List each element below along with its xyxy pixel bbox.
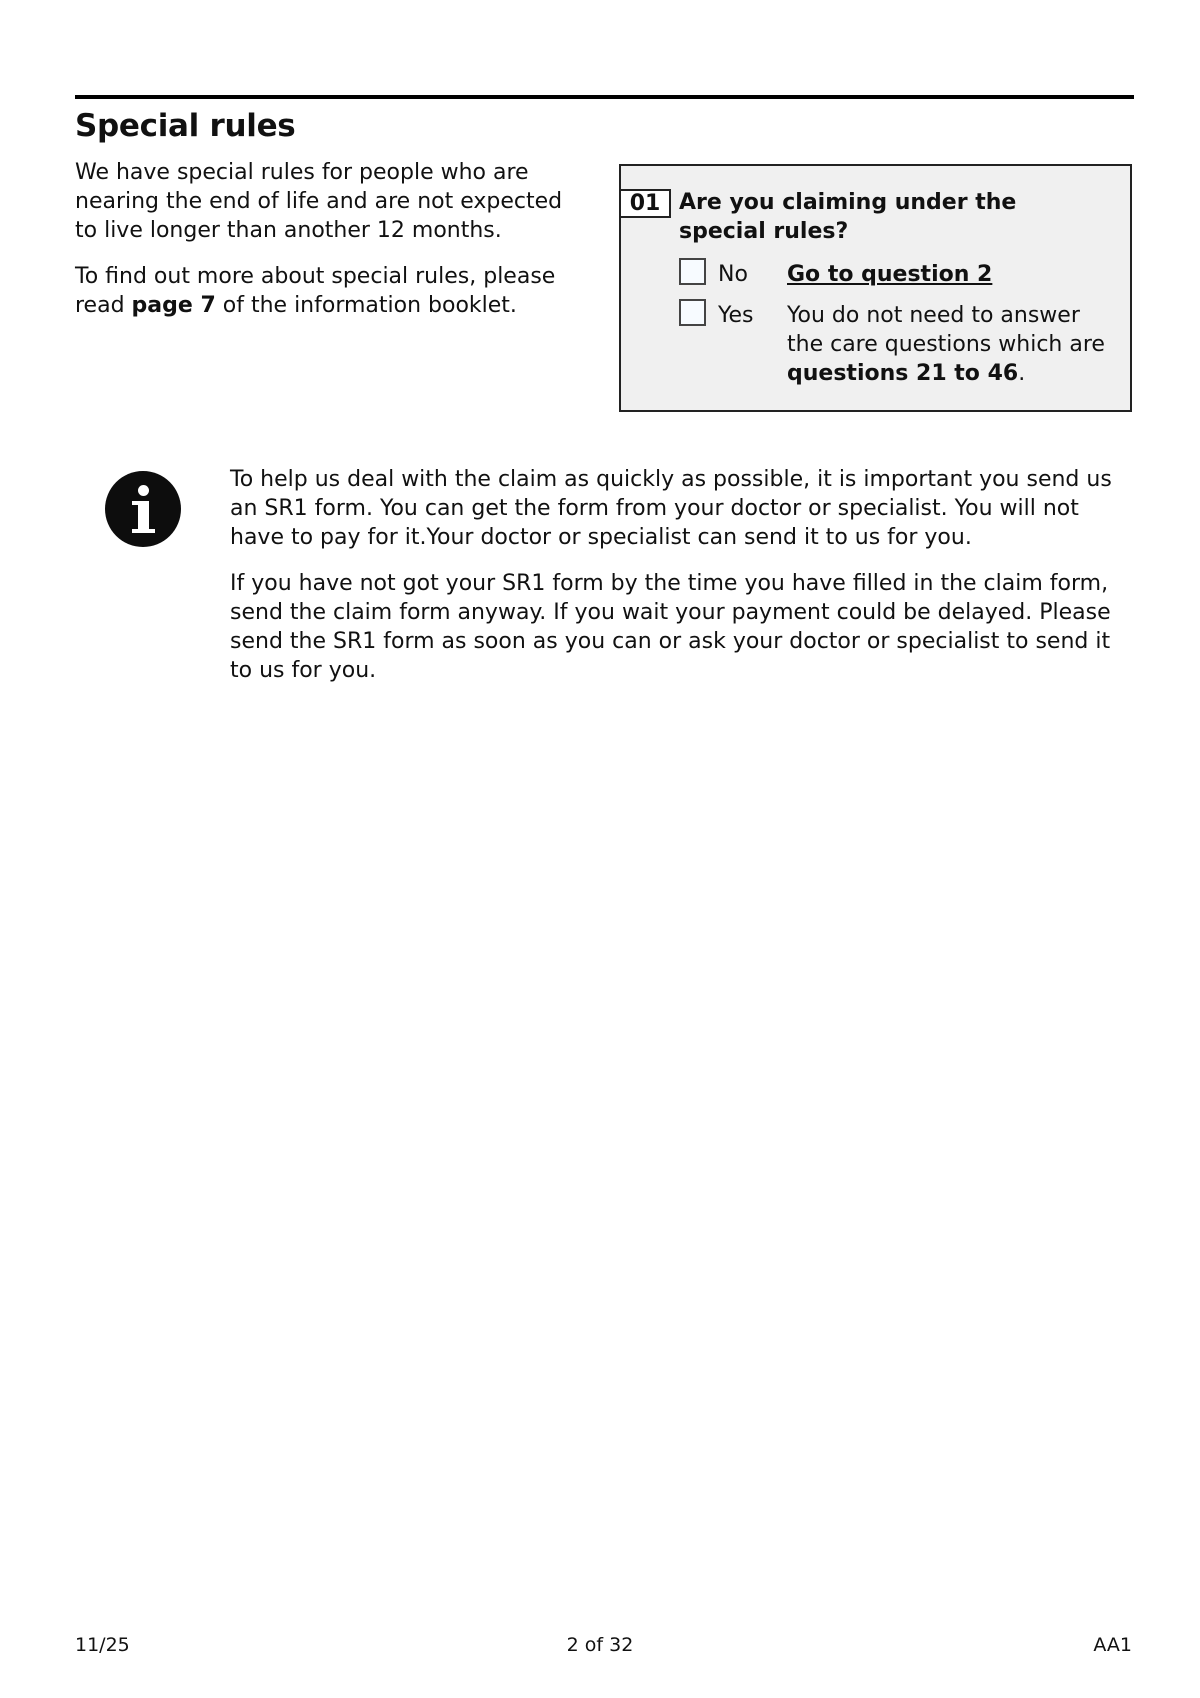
no-label: No xyxy=(718,262,748,287)
question-number: 01 xyxy=(621,189,671,218)
go-to-question-link: Go to question 2 xyxy=(787,262,993,287)
info-icon xyxy=(105,471,181,547)
no-checkbox[interactable] xyxy=(679,258,706,285)
intro-text-part: To find out more about special rules, please read xyxy=(75,264,556,318)
yes-instruction-end: . xyxy=(1018,361,1026,386)
question-box xyxy=(619,164,1132,412)
section-title: Special rules xyxy=(75,108,296,144)
form-code: AA1 xyxy=(1093,1634,1132,1656)
questions-range: questions 21 to 46 xyxy=(787,361,1019,386)
info-text xyxy=(230,465,1130,702)
intro-paragraph-booklet xyxy=(75,262,570,320)
yes-instruction-text: You do not need to answer the care questions which are xyxy=(787,303,1105,357)
yes-checkbox[interactable] xyxy=(679,299,706,326)
yes-instruction xyxy=(787,301,1107,388)
intro-text-part: of the information booklet. xyxy=(215,293,517,318)
question-text: Are you claiming under the special rules? xyxy=(679,190,1017,244)
info-paragraph: If you have not got your SR1 form by the time you have filled in the claim form, send the claim form anyway. If you wait your payment could be delayed. Please send the SR1 form as soon as you can or ask your doctor or specialist to send it to us for you. xyxy=(230,571,1111,683)
page-number: 2 of 32 xyxy=(566,1634,634,1656)
footer-date: 11/25 xyxy=(75,1634,130,1656)
top-rule xyxy=(75,95,1134,99)
page-reference: page 7 xyxy=(131,293,216,318)
info-paragraph: To help us deal with the claim as quickly as possible, it is important you send us an SR1 form. You can get the form from your doctor or specialist. You will not have to pay for it.Your doctor or specialist can send it to us for you. xyxy=(230,467,1112,550)
no-instruction xyxy=(787,260,1107,289)
yes-label: Yes xyxy=(718,303,754,328)
intro-paragraph: We have special rules for people who are nearing the end of life and are not expected to live longer than another 12 months. xyxy=(75,160,563,243)
intro-text xyxy=(75,158,570,337)
